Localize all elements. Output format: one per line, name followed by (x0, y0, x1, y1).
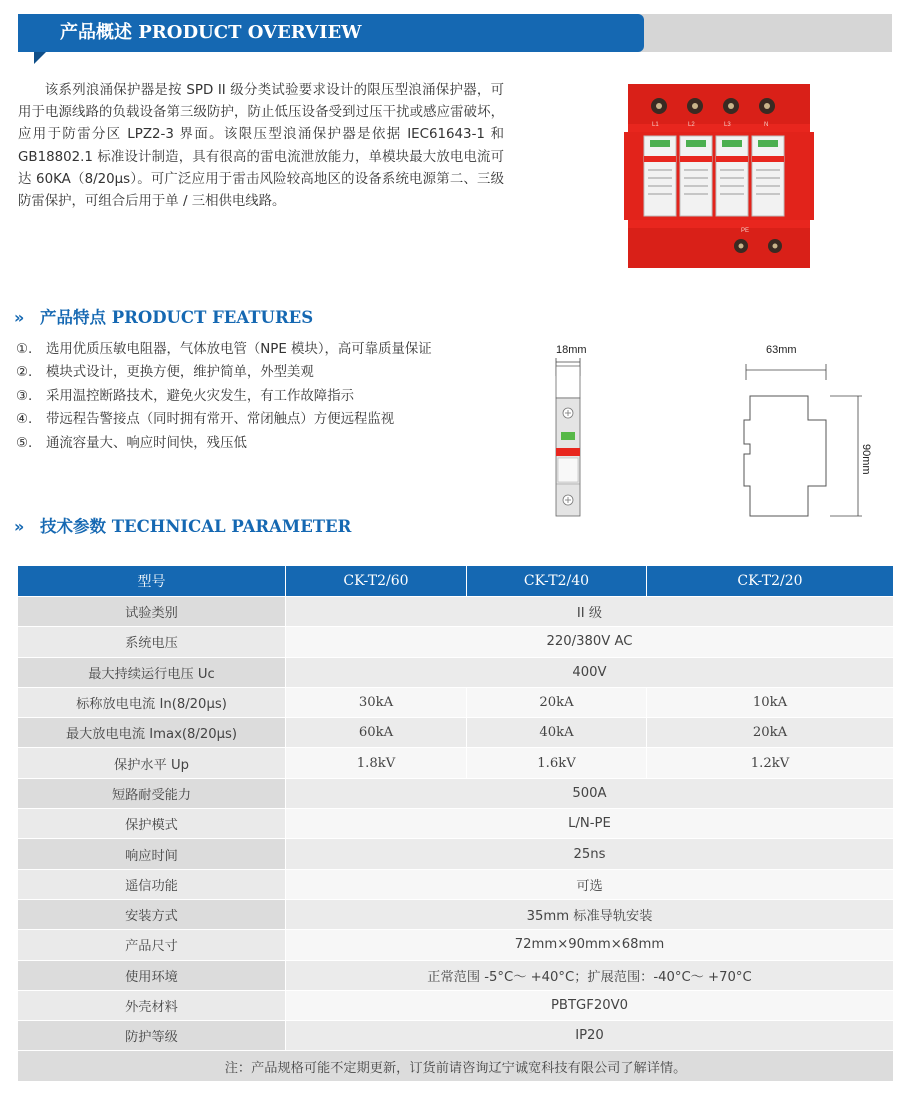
param-label: 响应时间 (18, 839, 286, 869)
param-value: 500A (286, 778, 894, 808)
section-arrow-icon: » (14, 308, 25, 327)
side-width-label: 63mm (766, 344, 797, 356)
param-label: 保护模式 (18, 809, 286, 839)
terminal-label-pe: PE (741, 228, 750, 234)
feature-text: 模块式设计，更换方便，维护简单，外型美观 (46, 365, 314, 381)
param-label: 产品尺寸 (18, 930, 286, 960)
terminal-label: L2 (688, 122, 695, 128)
param-label: 防护等级 (18, 1021, 286, 1051)
table-row (18, 869, 894, 899)
terminal-label: L3 (724, 122, 731, 128)
feature-text: 采用温控断路技术，避免火灾发生，有工作故障指示 (46, 388, 354, 404)
feature-item (16, 361, 506, 384)
param-value: 正常范围 -5°C～ +40°C；扩展范围：-40°C～ +70°C (286, 960, 894, 990)
param-label: 遥信功能 (18, 869, 286, 899)
param-value: PBTGF20V0 (286, 990, 894, 1020)
param-label: 外壳材料 (18, 990, 286, 1020)
param-label: 标称放电电流 In(8/20μs) (18, 687, 286, 717)
terminal-label: N (764, 122, 769, 128)
table-row (18, 1021, 894, 1051)
table-header-cell: CK-T2/60 (286, 566, 467, 597)
page-title: 产品概述 PRODUCT OVERVIEW (60, 22, 362, 43)
table-row (18, 839, 894, 869)
parameter-table (17, 565, 894, 1082)
header-banner-fold (34, 52, 46, 64)
table-row (18, 718, 894, 748)
feature-number: ②. (16, 365, 33, 381)
features-list (16, 338, 506, 455)
table-row (18, 899, 894, 929)
param-label: 保护水平 Up (18, 748, 286, 778)
features-heading (14, 306, 313, 330)
table-row (18, 748, 894, 778)
feature-text: 选用优质压敏电阻器，气体放电管（NPE 模块），高可靠质量保证 (46, 342, 432, 357)
param-label: 短路耐受能力 (18, 778, 286, 808)
param-value: 1.2kV (647, 748, 894, 778)
param-label: 安装方式 (18, 899, 286, 929)
dimension-drawing (540, 336, 880, 526)
terminal-label: L1 (652, 122, 659, 128)
table-row (18, 990, 894, 1020)
overview-paragraph: 该系列浪涌保护器是按 SPD II 级分类试验要求设计的限压型浪涌保护器，可用于电源线路的负载设备第三级防护，防止低压设备受到过压干扰或感应雷破坏，应用于防雷分区 LPZ2-3 界面。该限压型浪涌保护器是依据 IEC61643-1 和 GB18802.1 标准设计制造，具有很高的雷电流泄放能力，单模块最大放电电流可达 60KA（8/20μs）。可广泛应用于雷击风险较高地区的设备系统电源第二、三级防雷保护，可组合后用于单 / 三相供电线路。 (18, 83, 504, 210)
table-header-cell: CK-T2/20 (647, 566, 894, 597)
param-value: 20kA (467, 687, 647, 717)
param-label: 最大持续运行电压 Uc (18, 657, 286, 687)
feature-item (16, 385, 506, 408)
table-note: 注：产品规格可能不定期更新，订货前请咨询辽宁诚宽科技有限公司了解详情。 (18, 1051, 894, 1082)
feature-number: ⑤. (16, 435, 33, 451)
front-width-label: 18mm (556, 344, 587, 356)
param-label: 最大放电电流 Imax(8/20μs) (18, 718, 286, 748)
side-view (744, 344, 872, 516)
param-value: 1.8kV (286, 748, 467, 778)
height-label: 90mm (860, 444, 872, 475)
feature-text: 通流容量大、响应时间快，残压低 (46, 435, 247, 451)
param-value: 30kA (286, 687, 467, 717)
feature-number: ③. (16, 388, 33, 404)
table-header-cell: CK-T2/40 (467, 566, 647, 597)
param-value: 35mm 标准导轨安装 (286, 899, 894, 929)
table-row (18, 687, 894, 717)
table-header-cell: 型号 (18, 566, 286, 597)
table-row (18, 597, 894, 627)
table-row (18, 778, 894, 808)
table-row (18, 627, 894, 657)
features-title: 产品特点 PRODUCT FEATURES (40, 308, 314, 327)
table-row (18, 809, 894, 839)
feature-item (16, 338, 506, 361)
param-value: 220/380V AC (286, 627, 894, 657)
param-value: L/N-PE (286, 809, 894, 839)
param-value: 40kA (467, 718, 647, 748)
param-label: 使用环境 (18, 960, 286, 990)
table-row (18, 960, 894, 990)
param-value: 10kA (647, 687, 894, 717)
table-note-row (18, 1051, 894, 1082)
param-value: 可选 (286, 869, 894, 899)
param-value: IP20 (286, 1021, 894, 1051)
params-title: 技术参数 TECHNICAL PARAMETER (40, 517, 352, 536)
param-value: 1.6kV (467, 748, 647, 778)
param-label: 系统电压 (18, 627, 286, 657)
param-value: 20kA (647, 718, 894, 748)
feature-item (16, 408, 506, 431)
param-value: 400V (286, 657, 894, 687)
param-value: 25ns (286, 839, 894, 869)
param-value: 60kA (286, 718, 467, 748)
table-header-row (18, 566, 894, 597)
feature-number: ④. (16, 412, 33, 428)
product-photo (624, 80, 814, 272)
front-view (556, 344, 587, 516)
table-row (18, 657, 894, 687)
param-value: 72mm×90mm×68mm (286, 930, 894, 960)
feature-text: 带远程告警接点（同时拥有常开、常闭触点）方便远程监视 (46, 412, 395, 428)
feature-item (16, 432, 506, 455)
params-heading (14, 515, 351, 539)
table-row (18, 930, 894, 960)
feature-number: ①. (16, 342, 33, 357)
section-arrow-icon: » (14, 517, 25, 536)
param-label: 试验类别 (18, 597, 286, 627)
param-value: II 级 (286, 597, 894, 627)
